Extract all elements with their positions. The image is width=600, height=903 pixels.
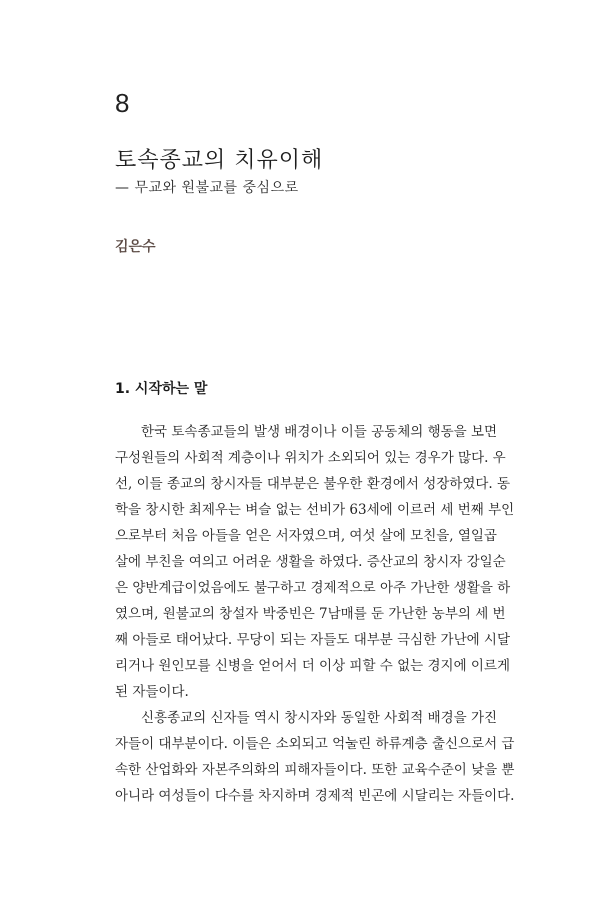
text-line: 선, 이들 종교의 창시자들 대부분은 불우한 환경에서 성장하였다. 동 <box>115 476 511 492</box>
text-line: 된 자들이다. <box>115 684 189 700</box>
text-line: 리거나 원인모를 신병을 얻어서 더 이상 피할 수 없는 경지에 이르게 <box>115 658 511 674</box>
text-line: 살에 부친을 여의고 어려운 생활을 하였다. 증산교의 창시자 강일순 <box>115 554 506 570</box>
chapter-number: 8 <box>115 88 130 118</box>
text-line: 자들이 대부분이다. 이들은 소외되고 억눌린 하류계층 출신으로서 급 <box>115 736 515 752</box>
section-heading: 1. 시작하는 말 <box>115 381 208 397</box>
text-line: 속한 산업화와 자본주의화의 피해자들이다. 또한 교육수준이 낮을 뿐 <box>115 762 515 778</box>
text-line: 으로부터 처음 아들을 얻은 서자였으며, 여섯 살에 모친을, 열일곱 <box>115 528 497 544</box>
author-name: 김은수 <box>115 239 156 255</box>
text-line: 신흥종교의 신자들 역시 창시자와 동일한 사회적 배경을 가진 <box>141 710 498 726</box>
chapter-title: 토속종교의 치유이해 <box>115 148 324 173</box>
text-line: 은 양반계급이었음에도 불구하고 경제적으로 아주 가난한 생활을 하 <box>115 580 511 596</box>
text-line: 학을 창시한 최제우는 벼슬 없는 선비가 63세에 이르러 세 번째 부인 <box>115 502 515 518</box>
text-line: 째 아들로 태어났다. 무당이 되는 자들도 대부분 극심한 가난에 시달 <box>115 632 511 648</box>
body-text <box>115 419 515 809</box>
text-line: 구성원들의 사회적 계층이나 위치가 소외되어 있는 경우가 많다. 우 <box>115 450 506 466</box>
text-line: 였으며, 원불교의 창설자 박중빈은 7남매를 둔 가난한 농부의 세 번 <box>115 606 506 622</box>
text-line: 한국 토속종교들의 발생 배경이나 이들 공동체의 행동을 보면 <box>141 424 498 440</box>
chapter-subtitle: — 무교와 원불교를 중심으로 <box>115 180 299 196</box>
text-line: 아니라 여성들이 다수를 차지하며 경제적 빈곤에 시달리는 자들이다. <box>115 788 515 804</box>
